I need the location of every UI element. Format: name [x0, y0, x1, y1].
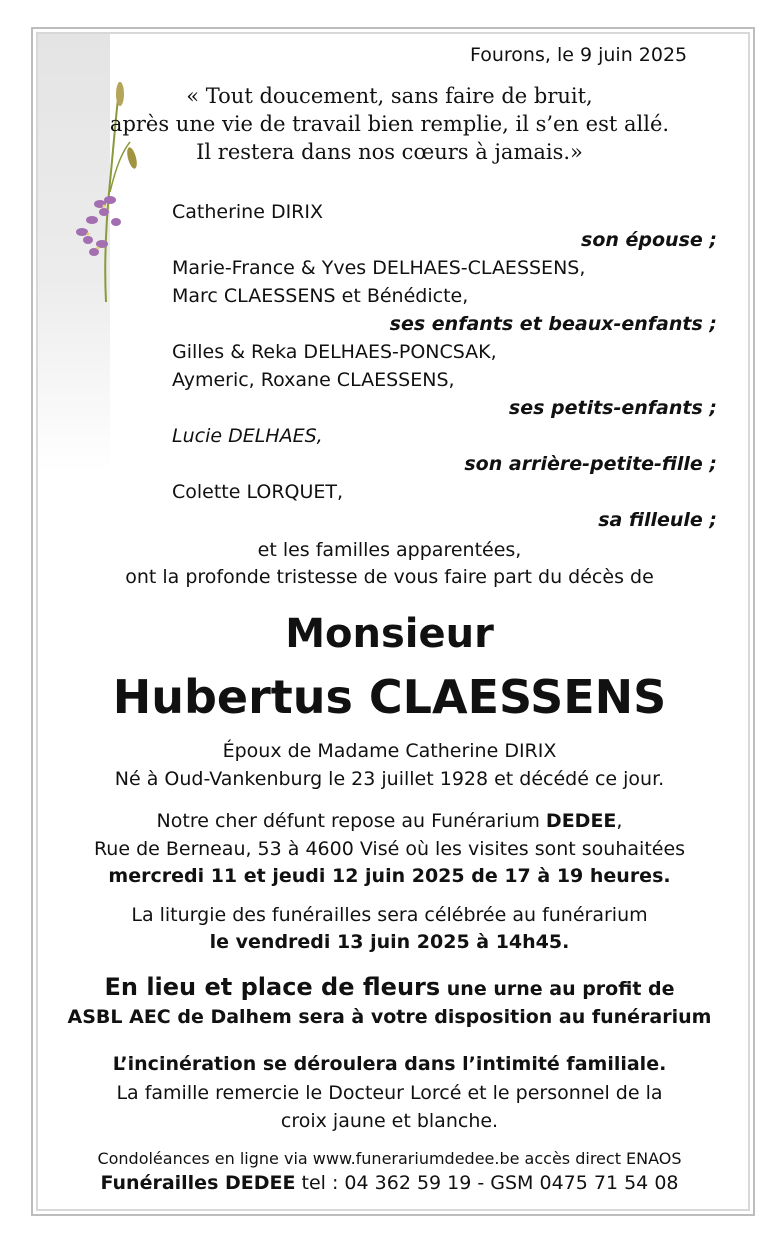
spouse-name: Catherine DIRIX — [172, 201, 324, 223]
funerarium-name: DEDEE — [545, 810, 617, 832]
children-line-2: Marc CLAESSENS et Bénédicte, — [172, 285, 469, 307]
violet-flower-illustration — [64, 72, 154, 312]
announcement-line: ont la profonde tristesse de vous faire part du décès de — [125, 566, 654, 588]
flowers-line-1 — [0, 973, 779, 1001]
flowers-rest: une urne au profit de — [440, 978, 675, 1000]
grandchildren-role: ses petits-enfants ; — [508, 397, 717, 419]
deceased-title: Monsieur — [285, 611, 494, 657]
visitation-dates: mercredi 11 et jeudi 12 juin 2025 de 17 à 19 heures. — [108, 865, 671, 887]
quote-line-2: après une vie de travail bien remplie, il s’en est allé. — [109, 112, 670, 136]
visitation-line-2: Rue de Berneau, 53 à 4600 Visé où les visites sont souhaitées — [93, 838, 686, 860]
deceased-name: Hubertus CLAESSENS — [112, 670, 667, 724]
goddaughter-name: Colette LORQUET, — [172, 481, 344, 503]
liturgy-line-1: La liturgie des funérailles sera célébrée au funérarium — [131, 904, 648, 926]
quote-line-3: Il restera dans nos cœurs à jamais.» — [196, 140, 583, 164]
grandchildren-line-1: Gilles & Reka DELHAES-PONCSAK, — [172, 341, 497, 363]
goddaughter-role: sa filleule ; — [598, 509, 717, 531]
families-line: et les familles apparentées, — [257, 539, 522, 561]
birth-death-line: Né à Oud-Vankenburg le 23 juillet 1928 et décédé ce jour. — [114, 768, 665, 790]
place-date: Fourons, le 9 juin 2025 — [470, 44, 688, 66]
children-role: ses enfants et beaux-enfants ; — [389, 313, 717, 335]
flowers-line-2: ASBL AEC de Dalhem sera à votre disposition au funérarium — [67, 1006, 712, 1028]
spouse-role: son épouse ; — [581, 229, 717, 251]
great-grandchild-role: son arrière-petite-fille ; — [464, 453, 717, 475]
thanks-line-1: La famille remercie le Docteur Lorcé et le personnel de la — [116, 1082, 663, 1104]
thanks-line-2: croix jaune et blanche. — [280, 1110, 499, 1132]
spouse-line: Époux de Madame Catherine DIRIX — [222, 740, 557, 762]
grandchildren-line-2: Aymeric, Roxane CLAESSENS, — [172, 369, 455, 391]
phone-numbers: tel : 04 362 59 19 - GSM 0475 71 54 08 — [295, 1172, 679, 1194]
company-contact-line — [0, 1172, 779, 1194]
company-name: Funérailles DEDEE — [100, 1172, 296, 1194]
visitation-comma: , — [616, 810, 623, 832]
flowers-headline: En lieu et place de fleurs — [104, 973, 441, 1001]
visitation-text: Notre cher défunt repose au Funérarium — [156, 810, 546, 832]
great-grandchild-name: Lucie DELHAES, — [172, 425, 323, 447]
cremation-line: L’incinération se déroulera dans l’intimité familiale. — [112, 1053, 667, 1075]
visitation-line-1 — [0, 810, 779, 832]
liturgy-date: le vendredi 13 juin 2025 à 14h45. — [209, 931, 570, 953]
quote-line-1: « Tout doucement, sans faire de bruit, — [186, 84, 593, 108]
children-line-1: Marie-France & Yves DELHAES-CLAESSENS, — [172, 257, 586, 279]
condolences-line: Condoléances en ligne via www.funerariumdedee.be accès direct ENAOS — [97, 1149, 682, 1168]
